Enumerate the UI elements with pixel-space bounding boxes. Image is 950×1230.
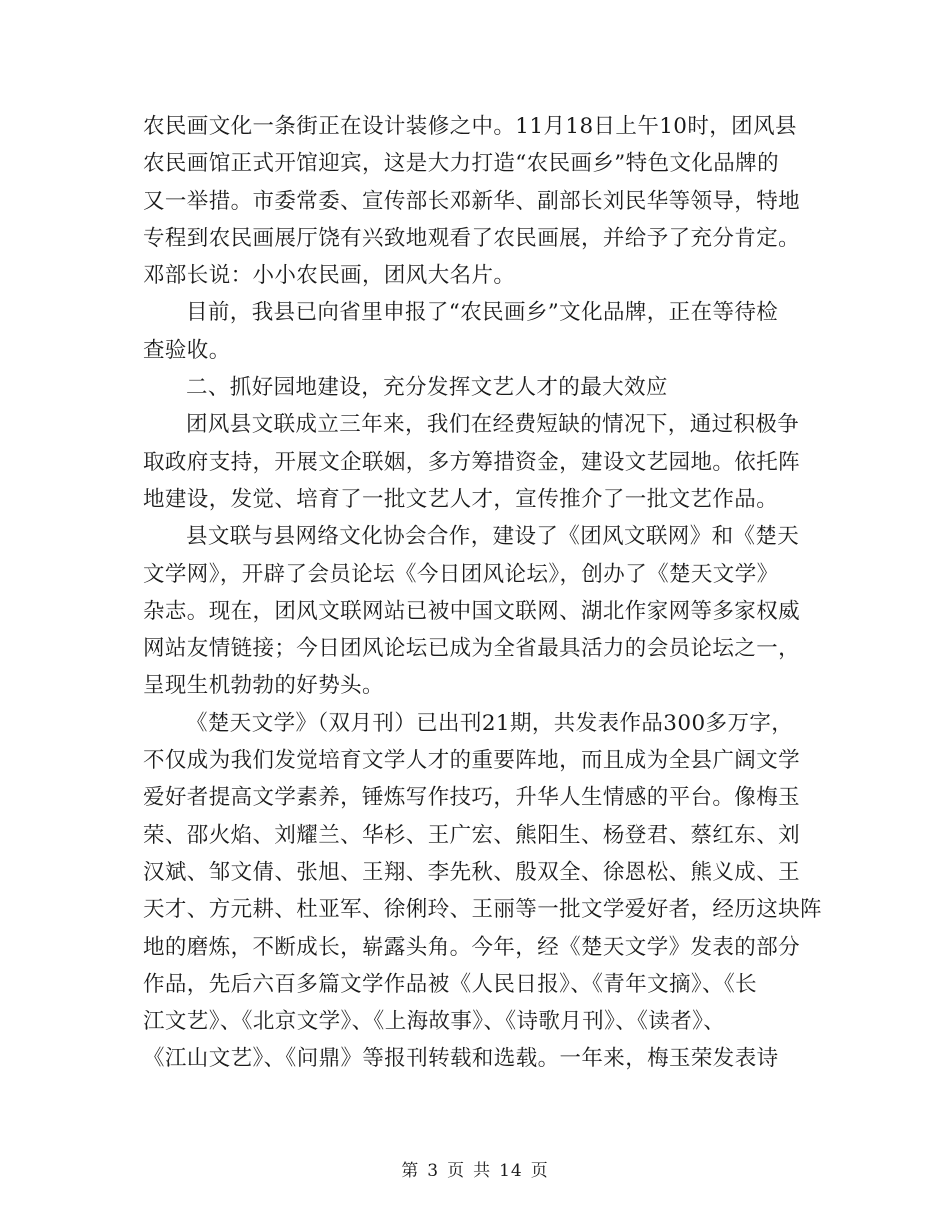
text-line: 又一举措。市委常委、宣传部长邓新华、副部长刘民华等领导，特地	[143, 188, 801, 214]
paragraph	[143, 406, 813, 518]
text-line: 江文艺》、《北京文学》、《上海故事》、《诗歌月刊》、《读者》、	[143, 1009, 726, 1035]
paragraph	[143, 369, 813, 406]
footer-page-label: 第	[401, 1161, 420, 1181]
text-line: 网站友情链接；今日团风论坛已成为全省最具活力的会员论坛之一，	[143, 636, 801, 662]
text-line: 地的磨炼，不断成长，崭露头角。今年，经《楚天文学》发表的部分	[143, 934, 801, 960]
text-line: 杂志。现在，团风文联网站已被中国文联网、湖北作家网等多家权威	[143, 598, 801, 624]
page-footer	[0, 1156, 950, 1181]
text-line: 不仅成为我们发觉培育文学人才的重要阵地，而且成为全县广阔文学	[143, 748, 801, 774]
text-line: 呈现生机勃勃的好势头。	[143, 673, 384, 699]
body-text	[143, 108, 822, 1078]
paragraph	[143, 108, 813, 294]
text-line: 团风县文联成立三年来，我们在经费短缺的情况下，通过积极争	[186, 412, 800, 438]
text-line: 专程到农民画展厅饶有兴致地观看了农民画展，并给予了充分肯定。	[143, 225, 801, 251]
text-line: 作品，先后六百多篇文学作品被《人民日报》、《青年文摘》、《长	[143, 971, 758, 997]
text-line: 邓部长说：小小农民画，团风大名片。	[143, 263, 516, 289]
text-line: 荣、邵火焰、刘耀兰、华杉、王广宏、熊阳生、杨登君、蔡红东、刘	[143, 822, 801, 848]
text-line: 天才、方元耕、杜亚军、徐俐玲、王丽等一批文学爱好者，经历这块阵	[143, 897, 822, 923]
text-line: 查验收。	[143, 337, 231, 363]
paragraph	[143, 705, 822, 1078]
text-line: 取政府支持，开展文企联姻，多方筹措资金，建设文艺园地。依托阵	[143, 449, 801, 475]
text-line: 二、抓好园地建设，充分发挥文艺人才的最大效应	[186, 375, 668, 401]
footer-total-unit: 页	[530, 1161, 549, 1181]
text-line: 《楚天文学》（双月刊）已出刊21期，共发表作品300多万字，	[186, 710, 794, 736]
footer-total-pages: 14	[499, 1161, 523, 1181]
paragraph	[143, 294, 813, 369]
footer-current-page: 3	[427, 1161, 440, 1181]
footer-page-unit: 页	[447, 1161, 466, 1181]
paragraph	[143, 518, 813, 704]
text-line: 农民画文化一条街正在设计装修之中。11月18日上午10时，团风县	[143, 114, 797, 139]
text-line: 汉斌、邹文倩、张旭、王翔、李先秋、殷双全、徐恩松、熊义成、王	[143, 859, 801, 885]
text-line: 文学网》，开辟了会员论坛《今日团风论坛》，创办了《楚天文学》	[143, 561, 779, 587]
text-line: 农民画馆正式开馆迎宾，这是大力打造“农民画乡”特色文化品牌的	[143, 151, 779, 177]
text-line: 目前，我县已向省里申报了“农民画乡”文化品牌，正在等待检	[186, 300, 779, 326]
text-line: 爱好者提高文学素养，锤炼写作技巧，升华人生情感的平台。像梅玉	[143, 785, 801, 811]
footer-total-label: 共	[473, 1161, 492, 1181]
text-line: 地建设，发觉、培育了一批文艺人才，宣传推介了一批文艺作品。	[143, 486, 779, 512]
text-line: 县文联与县网络文化协会合作，建设了《团风文联网》和《楚天	[186, 524, 800, 550]
text-line: 《江山文艺》、《问鼎》等报刊转载和选载。一年来，梅玉荣发表诗	[143, 1046, 779, 1072]
